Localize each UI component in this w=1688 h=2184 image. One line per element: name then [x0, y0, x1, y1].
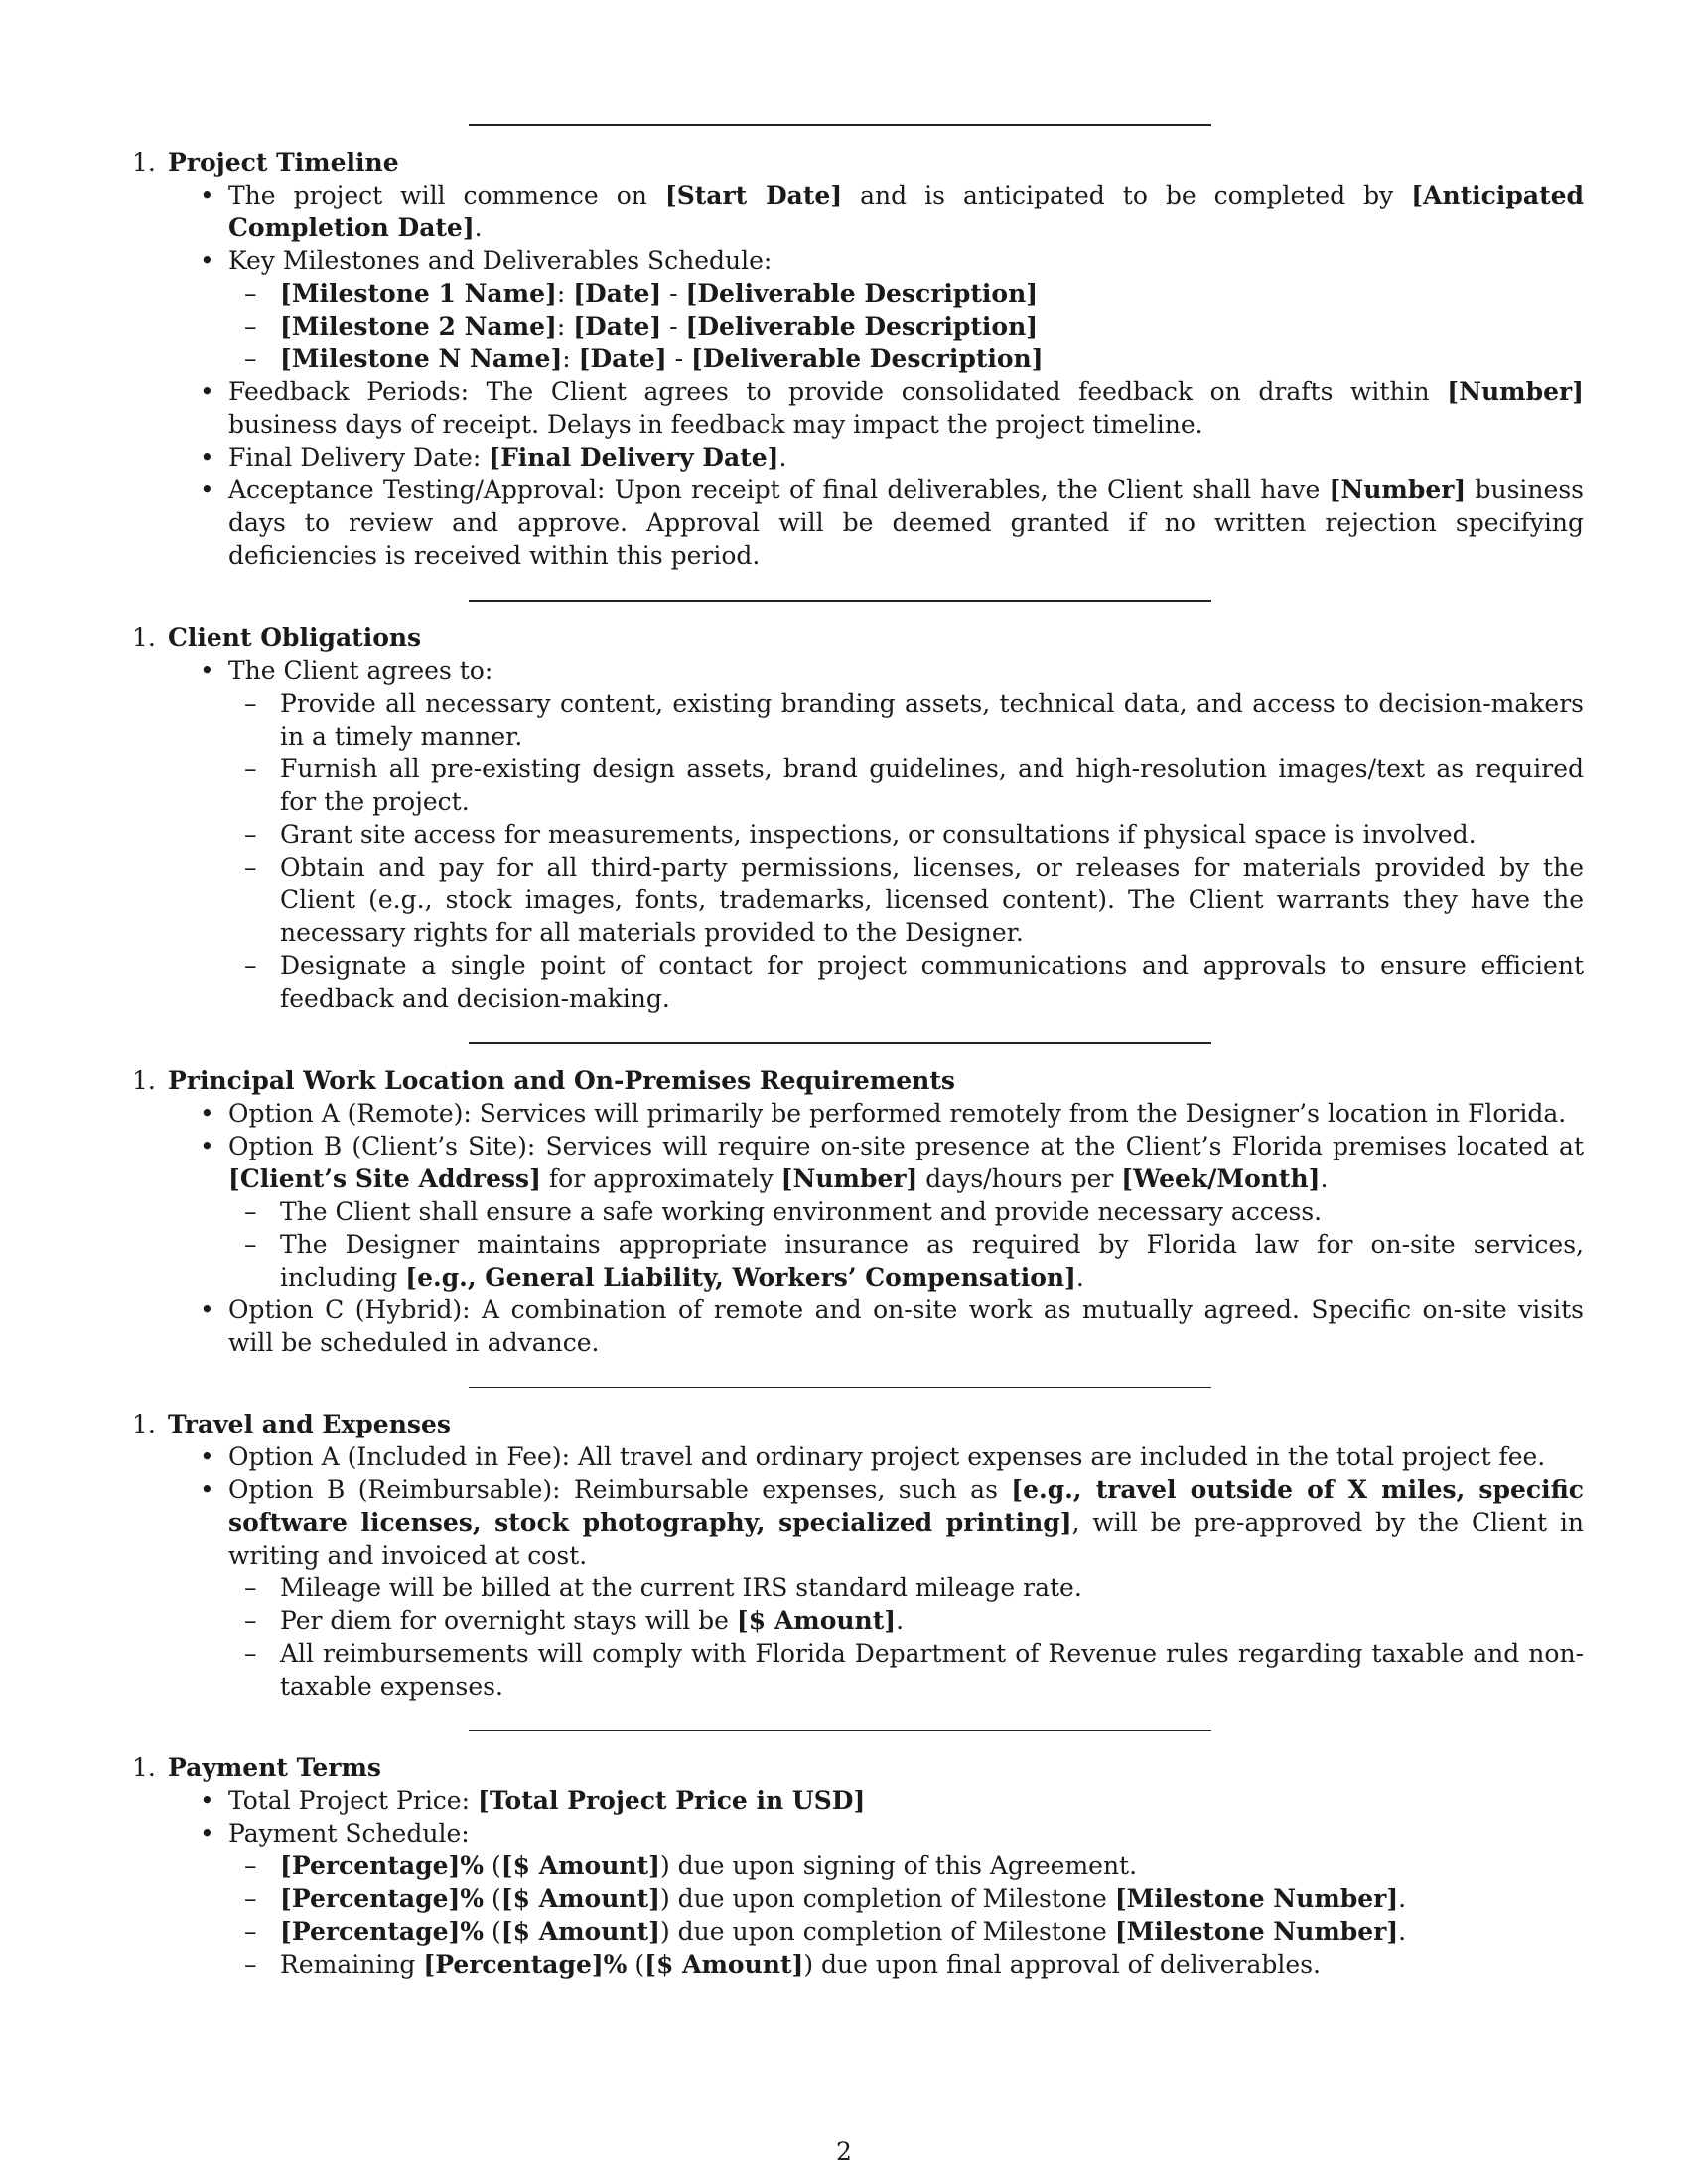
list-item [132, 1097, 1584, 1130]
text-run: ) due upon signing of this Agreement. [659, 1851, 1138, 1880]
sub-list-item [228, 342, 1584, 375]
text-run: Option B (Reimbursable): Reimbursable expenses, such as [228, 1475, 1012, 1504]
contract-section [132, 1751, 1584, 1980]
text-run: Furnish all pre-existing design assets, brand guidelines, and high-resolution images/text as required for the project. [280, 754, 1584, 816]
sub-list-item [228, 1915, 1584, 1948]
text-run: Acceptance Testing/Approval: Upon receipt of final deliverables, the Client shall have [228, 476, 1330, 504]
placeholder-field: [Percentage]% [280, 1917, 485, 1946]
bullet-icon: • [200, 476, 214, 504]
text-run: Final Delivery Date: [228, 443, 490, 472]
section-title: Principal Work Location and On-Premises Requirements [168, 1066, 955, 1095]
text-run: : [562, 344, 579, 373]
section-divider [469, 1042, 1211, 1044]
text-run: Key Milestones and Deliverables Schedule: [228, 246, 773, 275]
section-title: Travel and Expenses [168, 1410, 451, 1438]
sub-list-item [228, 1882, 1584, 1915]
text-run: The Client shall ensure a safe working environment and provide necessary access. [280, 1197, 1323, 1226]
list-item [132, 179, 1584, 244]
placeholder-field: [Milestone 1 Name] [280, 279, 557, 308]
bullet-icon: • [200, 1099, 214, 1128]
text-run: . [778, 443, 787, 472]
section-number: 1. [132, 1410, 156, 1438]
section-title: Client Obligations [168, 623, 422, 652]
bullet-icon: • [200, 656, 214, 685]
dash-icon: – [244, 853, 257, 882]
section-heading [132, 621, 1584, 654]
dash-icon: – [244, 1851, 257, 1880]
text-run: The Designer maintains appropriate insurance as required by Florida law for on-site services, including [280, 1230, 1584, 1292]
placeholder-field: [$ Amount] [644, 1950, 804, 1979]
section-spacer [132, 1015, 1584, 1027]
list-item [132, 441, 1584, 474]
list-item [132, 1294, 1584, 1359]
dash-icon: – [244, 689, 257, 718]
sub-list [132, 687, 1584, 1015]
text-run: Provide all necessary content, existing branding assets, technical data, and access to decision-makers in a timely manner. [280, 689, 1584, 751]
dash-icon: – [244, 279, 257, 308]
dash-icon: – [244, 754, 257, 783]
section-heading [132, 1751, 1584, 1784]
text-run: The Client agrees to: [228, 656, 493, 685]
placeholder-field: [Percentage]% [280, 1851, 485, 1880]
sub-list [132, 1195, 1584, 1294]
sub-list-item [228, 1195, 1584, 1228]
text-run: : [556, 312, 574, 341]
text-run: Remaining [280, 1950, 424, 1979]
section-number: 1. [132, 623, 156, 652]
bullet-list [132, 1784, 1584, 1980]
text-run: business days of receipt. Delays in feedback may impact the project timeline. [228, 410, 1203, 439]
section-divider [469, 600, 1211, 602]
sub-list-item [228, 277, 1584, 310]
bullet-list [132, 1097, 1584, 1359]
sub-list-item [228, 1849, 1584, 1882]
text-run: - [666, 344, 691, 373]
section-spacer [132, 572, 1584, 585]
list-item [132, 1784, 1584, 1817]
sub-list-item [228, 1637, 1584, 1703]
text-run: . [1075, 1263, 1084, 1292]
placeholder-field: [Start Date] [664, 181, 843, 209]
section-divider [469, 1730, 1211, 1731]
text-run: . [1398, 1884, 1407, 1913]
text-run: ( [627, 1950, 645, 1979]
text-run: Obtain and pay for all third-party permissions, licenses, or releases for materials provided by the Client (e.g., stock images, fonts, trademarks, licensed content). The Client warrants they have the necessary rights for all materials provided to the Designer. [280, 853, 1584, 947]
page-number: 2 [836, 2137, 852, 2166]
dash-icon: – [244, 1573, 257, 1602]
placeholder-field: [$ Amount] [500, 1851, 660, 1880]
bullet-list [132, 654, 1584, 1015]
placeholder-field: [Week/Month] [1121, 1164, 1321, 1193]
sub-list-item [228, 752, 1584, 818]
dash-icon: – [244, 1197, 257, 1226]
dash-icon: – [244, 1950, 257, 1979]
section-title: Project Timeline [168, 148, 399, 177]
text-run: - [661, 279, 686, 308]
list-item [132, 1440, 1584, 1473]
text-run: ( [484, 1884, 501, 1913]
text-run: business days to review and approve. Approval will be deemed granted if no written rejection specifying deficiencies is received within this period. [228, 476, 1584, 570]
dash-icon: – [244, 312, 257, 341]
dash-icon: – [244, 344, 257, 373]
section-divider [469, 124, 1211, 126]
placeholder-field: [Percentage]% [280, 1884, 485, 1913]
dash-icon: – [244, 1917, 257, 1946]
text-run: ( [484, 1851, 501, 1880]
bullet-icon: • [200, 443, 214, 472]
contract-section [132, 621, 1584, 1015]
placeholder-field: [Deliverable Description] [685, 312, 1039, 341]
text-run: - [661, 312, 686, 341]
sub-list-item [228, 1604, 1584, 1637]
bullet-icon: • [200, 1132, 214, 1160]
sub-list-item [228, 949, 1584, 1015]
text-run: ( [484, 1917, 501, 1946]
text-run: and is anticipated to be completed by [842, 181, 1412, 209]
text-run: . [896, 1606, 905, 1635]
document-page [132, 109, 1584, 1993]
dash-icon: – [244, 1884, 257, 1913]
dash-icon: – [244, 820, 257, 849]
text-run: Grant site access for measurements, inspections, or consultations if physical space is involved. [280, 820, 1477, 849]
text-run: Feedback Periods: The Client agrees to provide consolidated feedback on drafts within [228, 377, 1448, 406]
text-run: , will be pre-approved by the Client in writing and invoiced at cost. [228, 1508, 1584, 1570]
placeholder-field: [Client’s Site Address] [228, 1164, 541, 1193]
list-item [132, 375, 1584, 441]
list-item [132, 244, 1584, 375]
dash-icon: – [244, 1639, 257, 1668]
sub-list-item [228, 818, 1584, 851]
dash-icon: – [244, 1606, 257, 1635]
text-run: Total Project Price: [228, 1786, 478, 1815]
text-run: Option A (Remote): Services will primarily be performed remotely from the Designer’s location in Florida. [228, 1099, 1567, 1128]
contract-section [132, 1408, 1584, 1703]
section-spacer [132, 1703, 1584, 1715]
text-run: ) due upon completion of Milestone [659, 1917, 1115, 1946]
sub-list [132, 1849, 1584, 1980]
text-run: All reimbursements will comply with Florida Department of Revenue rules regarding taxable and non-taxable expenses. [280, 1639, 1584, 1701]
list-item [132, 1817, 1584, 1980]
text-run: Mileage will be billed at the current IRS standard mileage rate. [280, 1573, 1082, 1602]
placeholder-field: [Percentage]% [423, 1950, 628, 1979]
text-run: ) due upon final approval of deliverables. [803, 1950, 1321, 1979]
text-run: Designate a single point of contact for project communications and approvals to ensure efficient feedback and decision-making. [280, 951, 1584, 1013]
placeholder-field: [e.g., travel outside of X miles, specific software licenses, stock photography, specialized printing] [228, 1475, 1585, 1537]
placeholder-field: [Number] [1447, 377, 1584, 406]
placeholder-field: [Date] [573, 312, 662, 341]
bullet-icon: • [200, 377, 214, 406]
placeholder-field: [Total Project Price in USD] [477, 1786, 866, 1815]
placeholder-field: [Number] [780, 1164, 918, 1193]
placeholder-field: [Final Delivery Date] [489, 443, 779, 472]
sub-list-item [228, 310, 1584, 342]
text-run: . [1320, 1164, 1329, 1193]
section-number: 1. [132, 1066, 156, 1095]
contract-section [132, 146, 1584, 572]
placeholder-field: [Milestone Number] [1114, 1917, 1399, 1946]
section-divider [469, 1387, 1211, 1388]
sub-list [132, 1571, 1584, 1703]
text-run: : [556, 279, 574, 308]
sub-list-item [228, 1228, 1584, 1294]
placeholder-field: [Milestone N Name] [280, 344, 563, 373]
section-heading [132, 1064, 1584, 1097]
list-item [132, 654, 1584, 1015]
text-run: . [474, 213, 483, 242]
sub-list [132, 277, 1584, 375]
bullet-icon: • [200, 1296, 214, 1324]
section-number: 1. [132, 1753, 156, 1782]
bullet-list [132, 1440, 1584, 1703]
placeholder-field: [Deliverable Description] [691, 344, 1044, 373]
dash-icon: – [244, 1230, 257, 1259]
list-item [132, 474, 1584, 572]
placeholder-field: [$ Amount] [500, 1884, 660, 1913]
text-run: Payment Schedule: [228, 1819, 470, 1847]
placeholder-field: [$ Amount] [500, 1917, 660, 1946]
text-run: Option C (Hybrid): A combination of remote and on-site work as mutually agreed. Specific on-site visits will be scheduled in advance. [228, 1296, 1584, 1357]
text-run: Per diem for overnight stays will be [280, 1606, 737, 1635]
placeholder-field: [e.g., General Liability, Workers’ Compensation] [405, 1263, 1076, 1292]
placeholder-field: [Milestone 2 Name] [280, 312, 557, 341]
section-number: 1. [132, 148, 156, 177]
list-item [132, 1473, 1584, 1703]
sub-list-item [228, 1948, 1584, 1980]
text-run: Option B (Client’s Site): Services will require on-site presence at the Client’s Florida premises located at [228, 1132, 1584, 1160]
section-title: Payment Terms [168, 1753, 381, 1782]
list-item [132, 1130, 1584, 1294]
text-run: Option A (Included in Fee): All travel and ordinary project expenses are included in the total project fee. [228, 1442, 1546, 1471]
dash-icon: – [244, 951, 257, 980]
section-heading [132, 1408, 1584, 1440]
bullet-icon: • [200, 246, 214, 275]
text-run: days/hours per [917, 1164, 1122, 1193]
text-run: for approximately [540, 1164, 781, 1193]
text-run: . [1398, 1917, 1407, 1946]
bullet-list [132, 179, 1584, 572]
placeholder-field: [Milestone Number] [1114, 1884, 1399, 1913]
sub-list-item [228, 687, 1584, 752]
bullet-icon: • [200, 1819, 214, 1847]
sub-list-item [228, 851, 1584, 949]
placeholder-field: [Date] [578, 344, 667, 373]
bullet-icon: • [200, 1475, 214, 1504]
contract-section [132, 1064, 1584, 1359]
section-heading [132, 146, 1584, 179]
bullet-icon: • [200, 1442, 214, 1471]
section-spacer [132, 1980, 1584, 1993]
placeholder-field: [Date] [573, 279, 662, 308]
section-spacer [132, 1359, 1584, 1372]
bullet-icon: • [200, 1786, 214, 1815]
placeholder-field: [Number] [1329, 476, 1467, 504]
placeholder-field: [Anticipated Completion Date] [228, 181, 1584, 242]
placeholder-field: [Deliverable Description] [685, 279, 1039, 308]
sub-list-item [228, 1571, 1584, 1604]
bullet-icon: • [200, 181, 214, 209]
placeholder-field: [$ Amount] [736, 1606, 897, 1635]
text-run: ) due upon completion of Milestone [659, 1884, 1115, 1913]
text-run: The project will commence on [228, 181, 665, 209]
